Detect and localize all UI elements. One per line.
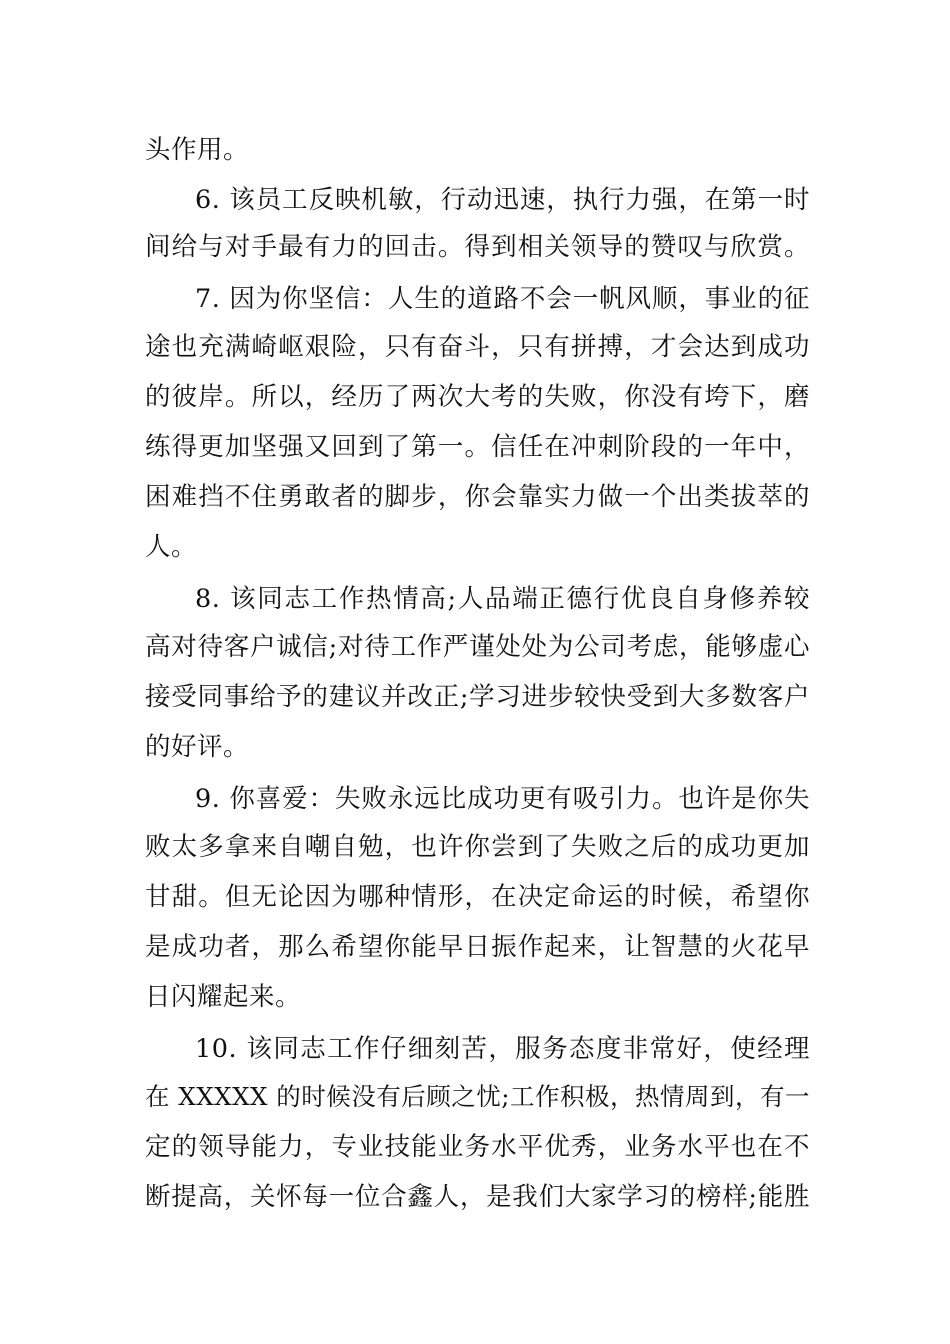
text-line-18: 日闪耀起来。 bbox=[145, 982, 302, 1012]
text-line-16: 甘甜。但无论因为哪种情形，在决定命运的时候，希望你 bbox=[145, 882, 810, 912]
text-line-4: 7. 因为你坚信：人生的道路不会一帆风顺，事业的征 bbox=[195, 284, 810, 314]
text-line-15: 败太多拿来自嘲自勉，也许你尝到了失败之后的成功更加 bbox=[145, 832, 810, 862]
text-line-22: 断提高，关怀每一位合鑫人，是我们大家学习的榜样;能胜 bbox=[145, 1182, 810, 1212]
text-line-5: 途也充满崎岖艰险，只有奋斗，只有拼搏，才会达到成功 bbox=[145, 332, 810, 362]
text-line-3: 间给与对手最有力的回击。得到相关领导的赞叹与欣赏。 bbox=[145, 232, 810, 262]
text-line-12: 接受同事给予的建议并改正;学习进步较快受到大多数客户 bbox=[145, 682, 810, 712]
text-line-17: 是成功者，那么希望你能早日振作起来，让智慧的火花早 bbox=[145, 932, 810, 962]
text-line-9: 人。 bbox=[145, 532, 198, 562]
text-line-2: 6. 该员工反映机敏，行动迅速，执行力强，在第一时 bbox=[195, 185, 810, 215]
text-line-10: 8. 该同志工作热情高;人品端正德行优良自身修养较 bbox=[195, 584, 810, 614]
text-line-8: 困难挡不住勇敢者的脚步，你会靠实力做一个出类拔萃的 bbox=[145, 482, 810, 512]
text-line-14: 9. 你喜爱：失败永远比成功更有吸引力。也许是你失 bbox=[195, 784, 810, 814]
text-line-11: 高对待客户诚信;对待工作严谨处处为公司考虑，能够虚心 bbox=[145, 632, 810, 662]
text-line-21: 定的领导能力，专业技能业务水平优秀，业务水平也在不 bbox=[145, 1132, 810, 1162]
text-line-1: 头作用。 bbox=[145, 135, 250, 165]
text-line-7: 练得更加坚强又回到了第一。信任在冲刺阶段的一年中， bbox=[145, 432, 810, 462]
text-line-6: 的彼岸。所以，经历了两次大考的失败，你没有垮下，磨 bbox=[145, 382, 810, 412]
text-line-19: 10. 该同志工作仔细刻苦，服务态度非常好，使经理 bbox=[195, 1034, 810, 1064]
text-line-13: 的好评。 bbox=[145, 732, 250, 762]
text-line-20: 在 XXXXX 的时候没有后顾之忧;工作积极，热情周到，有一 bbox=[145, 1082, 811, 1111]
